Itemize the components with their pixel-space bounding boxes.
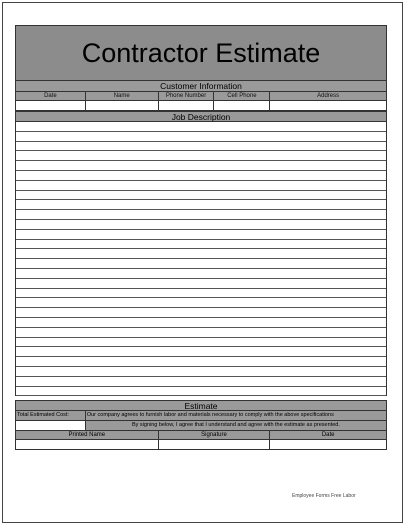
job-description-line[interactable] bbox=[16, 279, 386, 289]
signature-header-row bbox=[15, 431, 387, 440]
job-description-line[interactable] bbox=[16, 377, 386, 387]
job-description-line[interactable] bbox=[16, 289, 386, 299]
job-description-line[interactable] bbox=[16, 230, 386, 240]
job-description-line[interactable] bbox=[16, 338, 386, 348]
job-description-line[interactable] bbox=[16, 308, 386, 318]
total-row bbox=[15, 411, 387, 421]
job-description-area[interactable] bbox=[15, 122, 387, 396]
job-description-line[interactable] bbox=[16, 318, 386, 328]
phone-field[interactable] bbox=[159, 101, 215, 111]
job-description-line[interactable] bbox=[16, 357, 386, 367]
form-title: Contractor Estimate bbox=[15, 25, 387, 81]
job-description-line[interactable] bbox=[16, 367, 386, 377]
agree-row bbox=[15, 421, 387, 431]
job-description-line[interactable] bbox=[16, 200, 386, 210]
job-description-line[interactable] bbox=[16, 269, 386, 279]
agreement-statement: Our company agrees to furnish labor and materials necessary to comply with the above specifications bbox=[86, 411, 387, 421]
customer-info-heading: Customer Information bbox=[15, 81, 387, 92]
col-date: Date bbox=[16, 92, 86, 101]
customer-header-row bbox=[15, 92, 387, 101]
total-cost-field[interactable] bbox=[16, 421, 86, 431]
printed-name-field[interactable] bbox=[16, 440, 159, 450]
job-description-line[interactable] bbox=[16, 240, 386, 250]
job-description-line[interactable] bbox=[16, 328, 386, 338]
signature-statement: By signing below, I agree that I understand and agree with the estimate as presented. bbox=[86, 421, 387, 431]
total-cost-label: Total Estimated Cost: bbox=[16, 411, 86, 421]
job-description-heading: Job Description bbox=[15, 111, 387, 122]
cell-field[interactable] bbox=[214, 101, 270, 111]
estimate-heading: Estimate bbox=[15, 400, 387, 411]
job-description-line[interactable] bbox=[16, 259, 386, 269]
col-sign-date: Date bbox=[270, 431, 387, 440]
name-field[interactable] bbox=[86, 101, 159, 111]
signature-input-row bbox=[15, 440, 387, 450]
col-printed-name: Printed Name bbox=[16, 431, 159, 440]
job-description-line[interactable] bbox=[16, 122, 386, 132]
date-field[interactable] bbox=[16, 101, 86, 111]
col-name: Name bbox=[86, 92, 159, 101]
customer-input-row bbox=[15, 101, 387, 111]
col-signature: Signature bbox=[159, 431, 271, 440]
job-description-line[interactable] bbox=[16, 161, 386, 171]
sign-date-field[interactable] bbox=[270, 440, 387, 450]
job-description-line[interactable] bbox=[16, 191, 386, 201]
job-description-line[interactable] bbox=[16, 151, 386, 161]
estimate-form bbox=[15, 25, 387, 450]
job-description-line[interactable] bbox=[16, 387, 386, 397]
job-description-line[interactable] bbox=[16, 210, 386, 220]
col-cell: Cell Phone bbox=[214, 92, 270, 101]
col-address: Address bbox=[270, 92, 387, 101]
job-description-line[interactable] bbox=[16, 132, 386, 142]
job-description-line[interactable] bbox=[16, 220, 386, 230]
job-description-line[interactable] bbox=[16, 347, 386, 357]
job-description-line[interactable] bbox=[16, 249, 386, 259]
job-description-line[interactable] bbox=[16, 142, 386, 152]
col-phone: Phone Number bbox=[159, 92, 215, 101]
job-description-line[interactable] bbox=[16, 181, 386, 191]
job-description-line[interactable] bbox=[16, 298, 386, 308]
signature-field[interactable] bbox=[159, 440, 271, 450]
job-description-line[interactable] bbox=[16, 171, 386, 181]
address-field[interactable] bbox=[270, 101, 387, 111]
footer-credit: Employee Forms Free Labor bbox=[292, 493, 356, 499]
